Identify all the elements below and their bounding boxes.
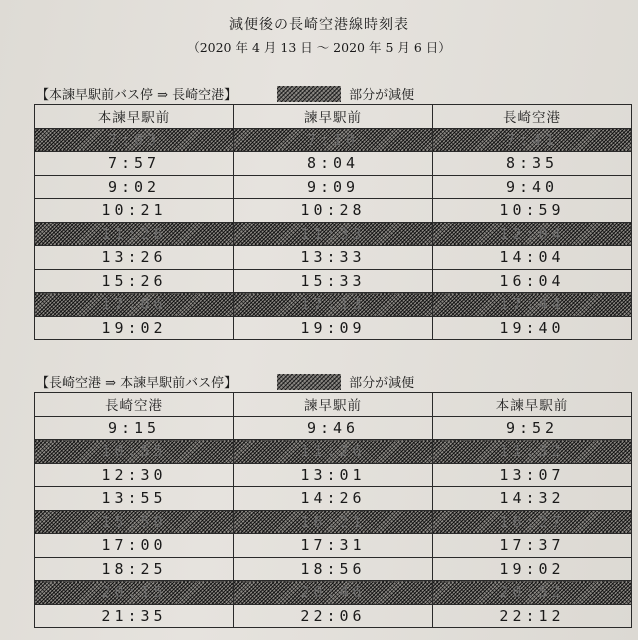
table-row [35,604,632,628]
time-cell: 16:04 [433,269,632,293]
time-cell: 17:06 [35,293,234,317]
table-row [35,175,632,199]
table-row [35,487,632,511]
time-cell: 20:46 [234,581,433,605]
time-cell: 22:12 [433,604,632,628]
document-title: 減便後の長崎空港線時刻表 [229,17,409,33]
table-row [35,416,632,440]
time-cell: 19:02 [35,316,234,340]
time-cell: 15:33 [234,269,433,293]
document-period: （2020 年 4 月 13 日 〜 2020 年 5 月 6 日） [187,40,451,55]
table-row [35,199,632,223]
reduced-legend-swatch [277,374,341,390]
table-row [35,246,632,270]
time-cell: 8:04 [234,152,433,176]
time-cell: 20:52 [433,581,632,605]
time-cell: 9:46 [234,416,433,440]
time-cell: 13:01 [234,463,433,487]
section1-heading-row [36,84,414,103]
table-row-reduced [35,128,632,152]
time-cell: 10:59 [433,199,632,223]
table-row [35,534,632,558]
time-cell: 9:40 [433,175,632,199]
table-header-row [35,393,632,417]
time-cell: 7:10 [234,128,433,152]
time-cell: 8:35 [433,152,632,176]
time-cell: 10:28 [234,199,433,223]
time-cell: 9:02 [35,175,234,199]
time-cell: 16:21 [234,510,433,534]
table-row-reduced [35,510,632,534]
time-cell: 17:31 [234,534,433,558]
time-cell: 10:55 [35,440,234,464]
section1-heading: 【本諫早駅前バス停 ⇒ 長崎空港】 [36,88,238,103]
time-cell: 9:15 [35,416,234,440]
column-header: 本諫早駅前 [433,393,632,417]
time-cell: 11:32 [433,440,632,464]
table-row [35,316,632,340]
time-cell: 13:55 [35,487,234,511]
time-cell: 14:32 [433,487,632,511]
time-cell: 15:50 [35,510,234,534]
time-cell: 21:35 [35,604,234,628]
column-header: 長崎空港 [35,393,234,417]
section2-heading: 【長崎空港 ⇒ 本諫早駅前バス停】 [36,376,238,391]
section1-legend-text: 部分が減便 [349,88,415,103]
section2-heading-row [36,372,414,391]
time-cell: 13:26 [35,246,234,270]
time-cell: 11:26 [234,440,433,464]
column-header: 本諫早駅前 [35,105,234,129]
table-row-reduced [35,293,632,317]
time-cell: 12:04 [433,222,632,246]
time-cell: 17:44 [433,293,632,317]
time-cell: 15:26 [35,269,234,293]
reduced-legend-swatch [277,86,341,102]
time-cell: 9:52 [433,416,632,440]
table-row [35,557,632,581]
time-cell: 13:33 [234,246,433,270]
table-row [35,152,632,176]
time-cell: 14:26 [234,487,433,511]
time-cell: 9:09 [234,175,433,199]
time-cell: 19:40 [433,316,632,340]
time-cell: 7:57 [35,152,234,176]
column-header: 長崎空港 [433,105,632,129]
time-cell: 19:02 [433,557,632,581]
time-cell: 11:33 [234,222,433,246]
time-cell: 17:00 [35,534,234,558]
table-row-reduced [35,440,632,464]
section2-legend-text: 部分が減便 [349,376,415,391]
time-cell: 19:09 [234,316,433,340]
table-row-reduced [35,222,632,246]
section2-table [34,392,632,628]
section1-table [34,104,632,340]
time-cell: 7:41 [433,128,632,152]
time-cell: 16:27 [433,510,632,534]
time-cell: 18:25 [35,557,234,581]
time-cell: 22:06 [234,604,433,628]
table-row [35,269,632,293]
time-cell: 17:13 [234,293,433,317]
time-cell: 11:26 [35,222,234,246]
column-header: 諫早駅前 [234,393,433,417]
table-row-reduced [35,581,632,605]
time-cell: 20:15 [35,581,234,605]
time-cell: 10:21 [35,199,234,223]
table-header-row [35,105,632,129]
table-row [35,463,632,487]
time-cell: 13:07 [433,463,632,487]
time-cell: 18:56 [234,557,433,581]
column-header: 諫早駅前 [234,105,433,129]
time-cell: 7:03 [35,128,234,152]
time-cell: 17:37 [433,534,632,558]
time-cell: 12:30 [35,463,234,487]
time-cell: 14:04 [433,246,632,270]
